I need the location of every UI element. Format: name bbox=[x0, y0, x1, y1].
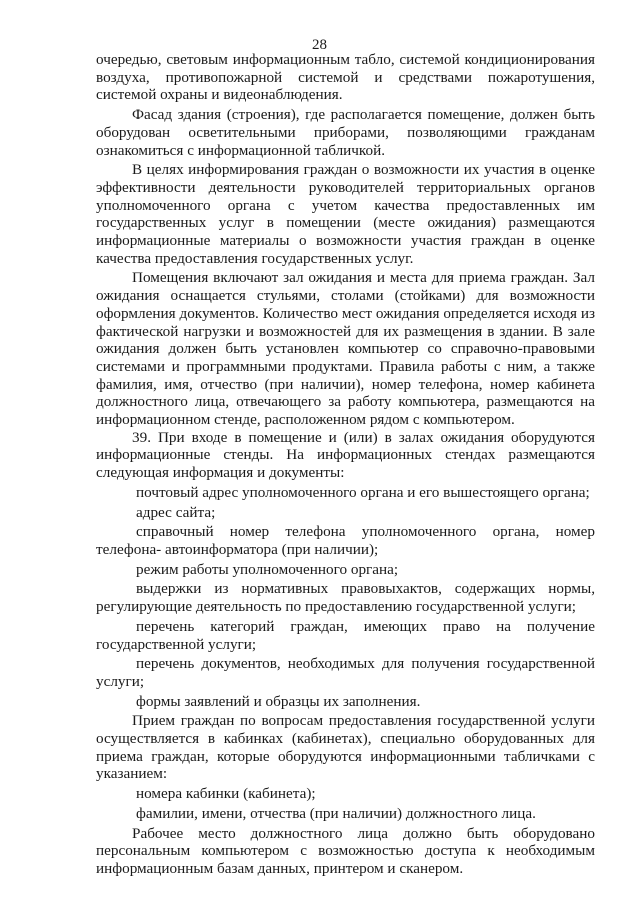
paragraph: Помещения включают зал ожидания и места для приема граждан. Зал ожидания оснащается стульями, столами (стойками) для возможности оформления документов. Количество мест ожидания определяется исходя из фактической нагрузки и возможностей для их размещения в здании. В зале ожидания должен быть установлен компьютер со справочно-правовыми системами и программными продуктами. Правила работы с ним, а также фамилия, имя, отчество (при наличии), номер телефона, номер кабинета должностного лица, отвечающего за работу компьютера, размещаются на информационном стенде, расположенном рядом с компьютером. bbox=[96, 269, 595, 429]
list-item: номера кабинки (кабинета); bbox=[136, 785, 316, 803]
list-item: выдержки из нормативных правовыхактов, содержащих нормы, регулирующие деятельность по предоставлению государственной услуги; bbox=[96, 580, 595, 616]
list-item: перечень документов, необходимых для получения государственной услуги; bbox=[96, 655, 595, 690]
page-number: 28 bbox=[312, 37, 327, 53]
list-item: перечень категорий граждан, имеющих право на получение государственной услуги; bbox=[96, 617, 595, 653]
paragraph: В целях информирования граждан о возможности их участия в оценке эффективности деятельности руководителей территориальных органов уполномоченного органа с учетом качества предоставленных им государственных услуг в помещении (месте ожидания) размещаются информационные материалы о возможности участия граждан в оценке качества предоставления государственных услуг. bbox=[96, 161, 595, 267]
list-item: адрес сайта; bbox=[136, 503, 216, 521]
paragraph: Фасад здания (строения), где располагается помещение, должен быть оборудован осветительными приборами, позволяющими гражданам ознакомиться с информационной табличкой. bbox=[96, 106, 595, 159]
paragraph: очередью, световым информационным табло, системой кондиционирования воздуха, противопожарной системой и средствами пожаротушения, системой охраны и видеонаблюдения. bbox=[96, 51, 595, 104]
body-text bbox=[96, 51, 595, 878]
paragraph: Прием граждан по вопросам предоставления государственной услуги осуществляется в кабинках (кабинетах), специально оборудованных для приема граждан, которые оборудуются информационными табличками с указанием: bbox=[96, 712, 595, 783]
section-39-paragraph: 39. При входе в помещение и (или) в залах ожидания оборудуются информационные стенды. На информационных стендах размещаются следующая информация и документы: bbox=[96, 428, 595, 482]
list-item: почтовый адрес уполномоченного органа и его вышестоящего органа; bbox=[136, 483, 590, 501]
list-item: справочный номер телефона уполномоченного органа, номер телефона- автоинформатора (при наличии); bbox=[96, 523, 595, 558]
list-item: формы заявлений и образцы их заполнения. bbox=[136, 692, 421, 710]
list-item: фамилии, имени, отчества (при наличии) должностного лица. bbox=[136, 804, 536, 822]
paragraph: Рабочее место должностного лица должно быть оборудовано персональным компьютером с возможностью доступа к необходимым информационным базам данных, принтером и сканером. bbox=[96, 824, 595, 877]
list-item: режим работы уполномоченного органа; bbox=[136, 560, 399, 578]
